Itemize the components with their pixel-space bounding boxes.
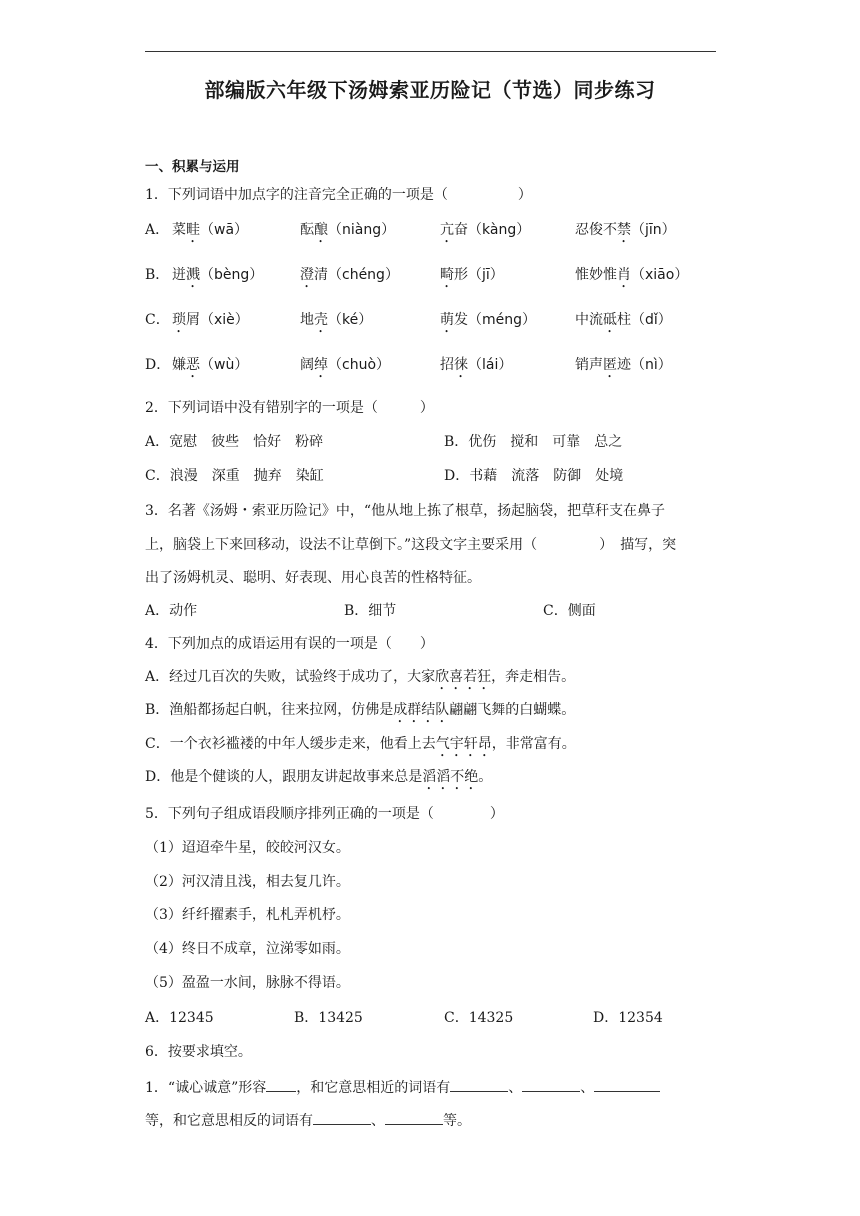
header-rule: [145, 51, 716, 52]
q6-line-2-text: 等，和它意思相反的词语有: [145, 1113, 313, 1129]
q1-word: 畸形（jī）: [440, 267, 504, 283]
q1-stem: 1．下列词语中加点字的注音完全正确的一项是（ ）: [145, 187, 532, 203]
section-heading: 一、积累与运用: [145, 159, 240, 175]
q6-line-1-mid: ，和它意思相近的词语有: [296, 1080, 451, 1096]
q1-word: 酝酿（niàng）: [300, 222, 396, 238]
q4-c-idiom: 气宇轩昂: [435, 736, 492, 752]
q2-option-a: A．宽慰 彼些 恰好 粉碎: [145, 434, 324, 450]
q1-word: 招徕（lái）: [440, 357, 513, 373]
q3-option-b: B．细节: [344, 603, 397, 619]
q1-word: 地壳（ké）: [300, 312, 373, 328]
q6-line-1-text: 1．“诚心诚意”形容: [145, 1080, 267, 1096]
q4-option-c: C．一个衣衫褴褛的中年人缓步走来，他看上去气宇轩昂，非常富有。: [145, 736, 576, 752]
q1-word: 迸溅（bèng）: [172, 267, 264, 283]
q4-d-idiom: 滔滔不绝: [422, 769, 479, 785]
q1-word: 亢奋（kàng）: [440, 222, 531, 238]
q5-sentence-5: （5）盈盈一水间，脉脉不得语。: [145, 975, 350, 991]
q1-word: 琐屑（xiè）: [172, 312, 249, 328]
q1-word: 萌发（méng）: [440, 312, 537, 328]
q4-a-idiom: 欣喜若狂: [435, 669, 492, 685]
q5-sentence-2: （2）河汉清且浅，相去复几许。: [145, 874, 350, 890]
q3-line-3: 出了汤姆机灵、聪明、好表现、用心良苦的性格特征。: [145, 570, 481, 586]
q3-option-a: A．动作: [145, 603, 198, 619]
q4-option-a: A．经过几百次的失败，试验终于成功了，大家欣喜若狂，奔走相告。: [145, 669, 576, 685]
q1-word: 嫌恶（wù）: [172, 357, 249, 373]
q1-option-label: B．: [145, 267, 170, 283]
q1-option-label: C．: [145, 312, 170, 328]
q3-line-1: 3．名著《汤姆・索亚历险记》中，“他从地上拣了根草，扬起脑袋，把草秆支在鼻子: [145, 503, 666, 519]
q5-option-a: A．12345: [145, 1010, 214, 1026]
q1-word: 忍俊不禁（jīn）: [575, 222, 676, 238]
blank-antonym-1[interactable]: [313, 1110, 371, 1125]
q6-line-2: 等，和它意思相反的词语有 、 等。: [145, 1110, 471, 1131]
q1-option-label: D．: [145, 357, 171, 373]
blank-synonym-2[interactable]: [522, 1077, 580, 1092]
q3-line-2: [145, 535, 676, 555]
q4-stem: 4．下列加点的成语运用有误的一项是（ ）: [145, 636, 434, 652]
q6-stem: 6．按要求填空。: [145, 1044, 252, 1060]
q2-option-d: D．书藉 流落 防御 处境: [444, 468, 624, 484]
q5-sentence-1: （1）迢迢牵牛星，皎皎河汉女。: [145, 840, 350, 856]
q6-line-1: 1．“诚心诚意”形容 ，和它意思相近的词语有 、 、: [145, 1077, 660, 1098]
q1-word: 销声匿迹（nì）: [575, 357, 672, 373]
q5-option-d: D．12354: [593, 1010, 663, 1026]
q1-word: 中流砥柱（dǐ）: [575, 312, 672, 328]
q2-option-b: B．优伤 搅和 可靠 总之: [444, 434, 623, 450]
blank-antonym-2[interactable]: [385, 1110, 443, 1125]
q6-line-2-tail: 等。: [443, 1113, 471, 1129]
q4-option-b: B．渔船都扬起白帆，往来拉网，仿佛是成群结队翩翩飞舞的白蝴蝶。: [145, 702, 576, 718]
q3-line-2-text: 上，脑袋上下来回移动，设法不让草倒下。”这段文字主要采用（: [145, 537, 538, 553]
q1-word: 阔绰（chuò）: [300, 357, 391, 373]
blank-synonym-1[interactable]: [450, 1077, 508, 1092]
q1-word: 菜畦（wā）: [172, 222, 249, 238]
q5-stem: 5．下列句子组成语段顺序排列正确的一项是（ ）: [145, 806, 504, 822]
q5-option-c: C．14325: [444, 1010, 514, 1026]
q3-line-2-tail: ） 描写，突: [599, 537, 677, 553]
q1-option-label: A．: [145, 222, 170, 238]
q1-word: 惟妙惟肖（xiāo）: [575, 267, 689, 283]
q5-sentence-3: （3）纤纤擢素手，札札弄机杼。: [145, 907, 350, 923]
q4-b-idiom: 成群结队: [393, 702, 450, 718]
q1-word: 澄清（chéng）: [300, 267, 399, 283]
q3-option-c: C．侧面: [543, 603, 596, 619]
page-title: 部编版六年级下汤姆索亚历险记（节选）同步练习: [204, 78, 656, 102]
blank-meaning[interactable]: [266, 1077, 296, 1092]
q2-stem: 2．下列词语中没有错别字的一项是（ ）: [145, 400, 434, 416]
q5-option-b: B．13425: [294, 1010, 363, 1026]
blank-synonym-3[interactable]: [594, 1077, 660, 1092]
q2-option-c: C．浪漫 深重 抛弃 染缸: [145, 468, 324, 484]
q5-sentence-4: （4）终日不成章，泣涕零如雨。: [145, 941, 350, 957]
q4-option-d: D．他是个健谈的人，跟朋友讲起故事来总是滔滔不绝。: [145, 769, 493, 785]
